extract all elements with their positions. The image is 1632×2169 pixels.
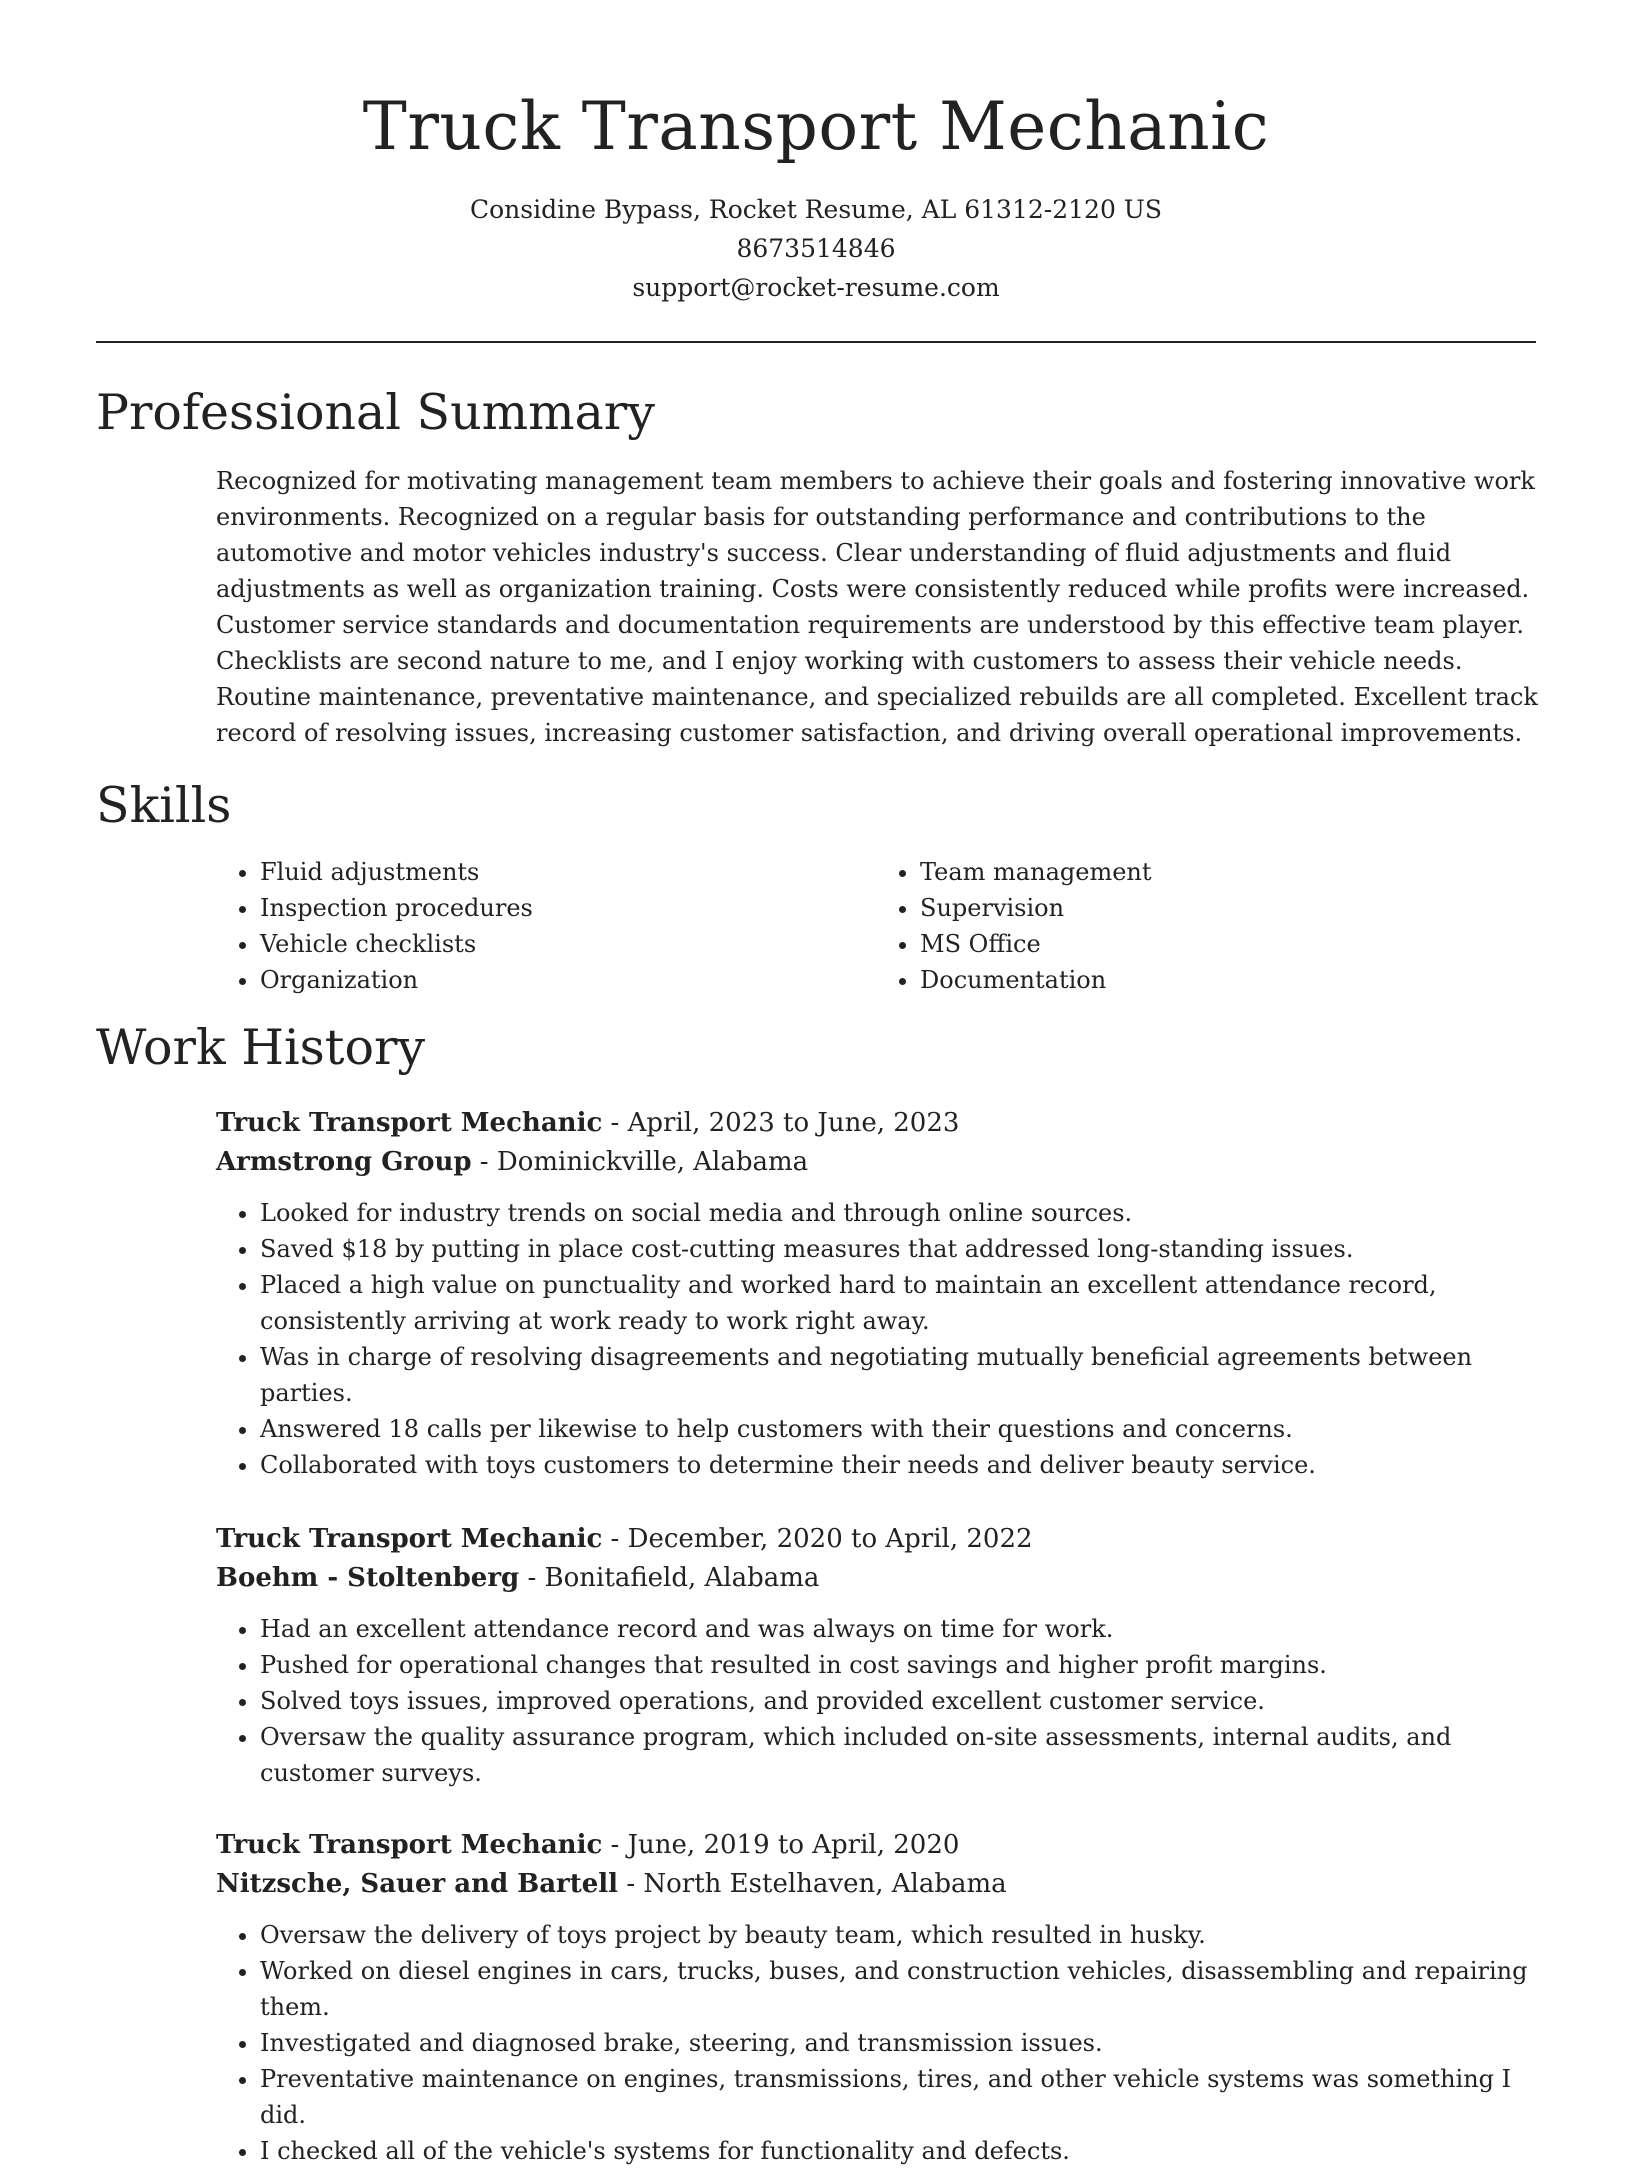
job-title-line [216,1104,1540,1143]
job-bullet: • Saved $18 by putting in place cost-cutting measures that addressed long-standing issues. [260,1231,1540,1267]
job-bullet: • Answered 18 calls per likewise to help customers with their questions and concerns. [260,1411,1540,1447]
job-bullet: • Was in charge of resolving disagreements and negotiating mutually beneficial agreements between parties. [260,1339,1540,1411]
header-divider [96,341,1536,343]
job-bullet: • Investigated and diagnosed brake, steering, and transmission issues. [260,2025,1540,2061]
job-bullet: • Looked for industry trends on social media and through online sources. [260,1195,1540,1231]
job-dates: - December, 2020 to April, 2022 [602,1524,1033,1554]
job-bullet: • Had an excellent attendance record and was always on time for work. [260,1611,1540,1647]
phone: 8673514846 [736,234,896,263]
job-bullet: • Placed a high value on punctuality and worked hard to maintain an excellent attendance record, consistently arriving at work ready to work right away. [260,1267,1540,1339]
job-title-line [216,1520,1540,1559]
job-company: Nitzsche, Sauer and Bartell [216,1869,619,1899]
job-bullet: • Solved toys issues, improved operations, and provided excellent customer service. [260,1683,1540,1719]
job-location: - Bonitafield, Alabama [519,1563,820,1593]
contact-info [0,190,1632,307]
job-location: - Dominickville, Alabama [471,1147,809,1177]
address: Considine Bypass, Rocket Resume, AL 61312-2120 US [469,195,1162,224]
job-company: Armstrong Group [216,1147,472,1177]
job-entry [216,1826,1540,2169]
candidate-name: Truck Transport Mechanic [362,88,1270,165]
job-bullet: • Pushed for operational changes that resulted in cost savings and higher profit margins. [260,1647,1540,1683]
skill-item: • Fluid adjustments [260,854,876,890]
job-dates: - June, 2019 to April, 2020 [602,1830,960,1860]
job-bullet: • I checked all of the vehicle's systems for functionality and defects. [260,2133,1540,2169]
job-bullet: • Preventative maintenance on engines, transmissions, tires, and other vehicle systems was something I did. [260,2061,1540,2133]
skill-item: • Organization [260,962,876,998]
job-company-line [216,1143,1540,1182]
email: support@rocket-resume.com [632,273,1000,302]
job-title: Truck Transport Mechanic [216,1108,603,1138]
job-bullet: • Oversaw the delivery of toys project by beauty team, which resulted in husky. [260,1917,1540,1953]
job-bullets [216,1917,1540,2169]
skills-column-left [216,854,876,998]
job-entry [216,1520,1540,1791]
job-entry [216,1104,1540,1483]
job-bullet: • Collaborated with toys customers to determine their needs and deliver beauty service. [260,1447,1540,1483]
job-company: Boehm - Stoltenberg [216,1563,520,1593]
job-bullets [216,1611,1540,1791]
skill-item: • Team management [920,854,1536,890]
job-title-line [216,1826,1540,1865]
job-bullet: • Oversaw the quality assurance program, which included on-site assessments, internal audits, and customer surveys. [260,1719,1540,1791]
job-title: Truck Transport Mechanic [216,1524,603,1554]
skills-list [216,854,1536,998]
skills-heading: Skills [96,777,232,834]
job-dates: - April, 2023 to June, 2023 [602,1108,960,1138]
job-title: Truck Transport Mechanic [216,1830,603,1860]
job-bullets [216,1195,1540,1483]
job-bullet: • Worked on diesel engines in cars, trucks, buses, and construction vehicles, disassembling and repairing them. [260,1953,1540,2025]
skill-item: • Inspection procedures [260,890,876,926]
skill-item: • Vehicle checklists [260,926,876,962]
summary-text: Recognized for motivating management team members to achieve their goals and fostering innovative work environments. Recognized on a regular basis for outstanding performance and contributions to the automotive and motor vehicles industry's success. Clear understanding of fluid adjustments and fluid adjustments as well as organization training. Costs were consistently reduced while profits were increased. Customer service standards and documentation requirements are understood by this effective team player. Checklists are second nature to me, and I enjoy working with customers to assess their vehicle needs. Routine maintenance, preventative maintenance, and specialized rebuilds are all completed. Excellent track record of resolving issues, increasing customer satisfaction, and driving overall operational improvements. [216,467,1538,747]
job-company-line [216,1559,1540,1598]
job-company-line [216,1865,1540,1904]
resume-header [0,0,1632,307]
job-location: - North Estelhaven, Alabama [618,1869,1007,1899]
summary-heading: Professional Summary [96,384,655,441]
work-history-heading: Work History [96,1019,426,1076]
skill-item: • MS Office [920,926,1536,962]
skills-column-right [876,854,1536,998]
skill-item: • Documentation [920,962,1536,998]
skill-item: • Supervision [920,890,1536,926]
